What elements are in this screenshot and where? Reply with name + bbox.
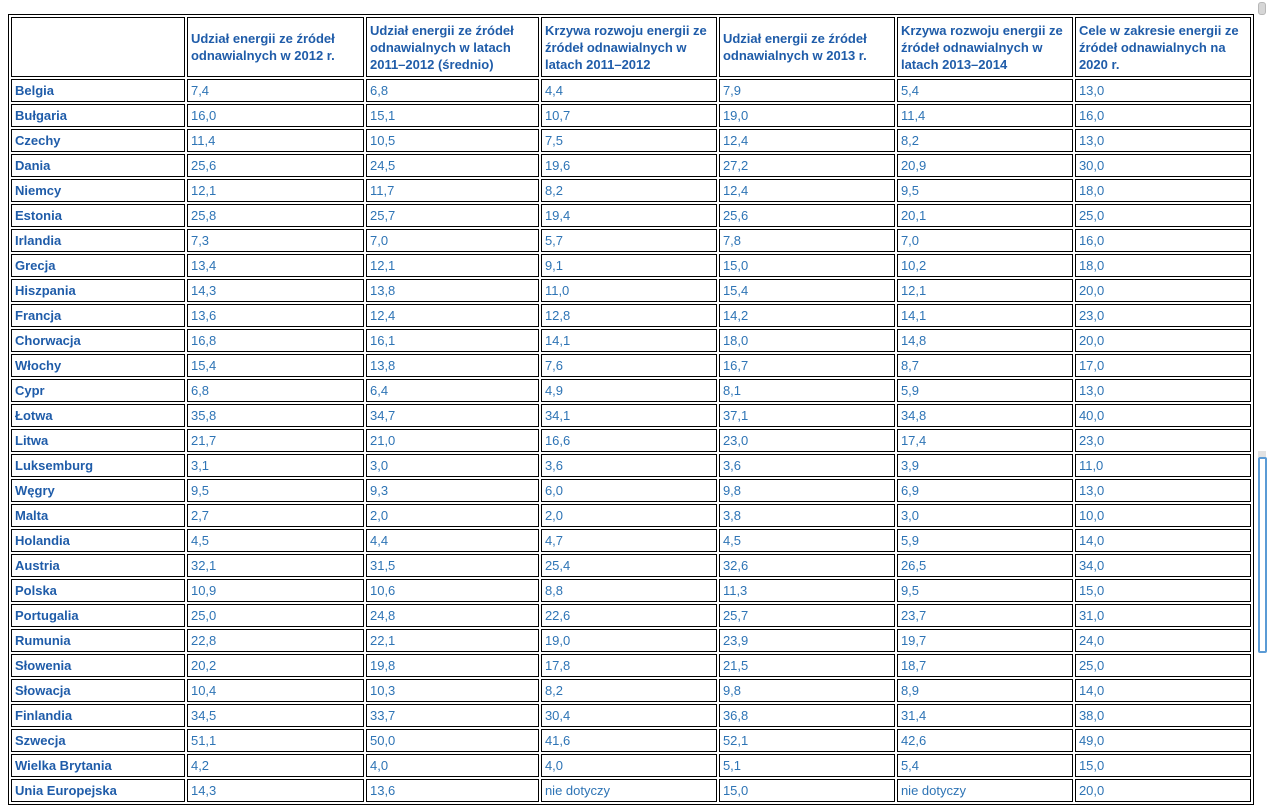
- value-cell: 25,0: [1075, 654, 1251, 677]
- value-cell: 25,8: [187, 204, 364, 227]
- value-cell: 14,8: [897, 329, 1073, 352]
- value-cell: 16,0: [1075, 229, 1251, 252]
- value-cell: 23,0: [719, 429, 895, 452]
- value-cell: 19,7: [897, 629, 1073, 652]
- value-cell: 9,1: [541, 254, 717, 277]
- value-cell: 14,1: [541, 329, 717, 352]
- value-cell: 12,4: [719, 179, 895, 202]
- value-cell: 8,9: [897, 679, 1073, 702]
- value-cell: 31,4: [897, 704, 1073, 727]
- value-cell: 5,4: [897, 79, 1073, 102]
- country-cell: Estonia: [11, 204, 185, 227]
- value-cell: 7,8: [719, 229, 895, 252]
- value-cell: 32,1: [187, 554, 364, 577]
- value-cell: 5,9: [897, 379, 1073, 402]
- value-cell: 34,0: [1075, 554, 1251, 577]
- value-cell: 4,0: [541, 754, 717, 777]
- value-cell: 4,5: [187, 529, 364, 552]
- value-cell: 3,6: [541, 454, 717, 477]
- country-cell: Czechy: [11, 129, 185, 152]
- value-cell: 11,3: [719, 579, 895, 602]
- value-cell: 23,9: [719, 629, 895, 652]
- value-cell: 7,3: [187, 229, 364, 252]
- value-cell: 25,6: [719, 204, 895, 227]
- value-cell: 12,4: [366, 304, 539, 327]
- vertical-scrollbar[interactable]: [1257, 0, 1267, 784]
- column-header-share-2011-2012-avg: Udział energii ze źródeł odnawialnych w latach 2011–2012 (średnio): [366, 17, 539, 77]
- value-cell: 7,9: [719, 79, 895, 102]
- value-cell: 9,8: [719, 479, 895, 502]
- value-cell: 17,8: [541, 654, 717, 677]
- value-cell: 8,8: [541, 579, 717, 602]
- country-cell: Polska: [11, 579, 185, 602]
- value-cell: 7,6: [541, 354, 717, 377]
- country-cell: Holandia: [11, 529, 185, 552]
- value-cell: 25,7: [719, 604, 895, 627]
- value-cell: 2,0: [366, 504, 539, 527]
- country-cell: Chorwacja: [11, 329, 185, 352]
- value-cell: 10,3: [366, 679, 539, 702]
- value-cell: 6,9: [897, 479, 1073, 502]
- country-cell: Włochy: [11, 354, 185, 377]
- value-cell: 11,7: [366, 179, 539, 202]
- table-row: [11, 229, 1251, 252]
- country-cell: Grecja: [11, 254, 185, 277]
- corner-header-cell: [11, 17, 185, 77]
- country-cell: Węgry: [11, 479, 185, 502]
- value-cell: 6,0: [541, 479, 717, 502]
- value-cell: 12,1: [897, 279, 1073, 302]
- value-cell: 16,6: [541, 429, 717, 452]
- table-row: [11, 329, 1251, 352]
- value-cell: 13,4: [187, 254, 364, 277]
- value-cell: 19,0: [719, 104, 895, 127]
- value-cell: 32,6: [719, 554, 895, 577]
- value-cell: 3,1: [187, 454, 364, 477]
- value-cell: 4,0: [366, 754, 539, 777]
- column-header-trajectory-2013-2014: Krzywa rozwoju energii ze źródeł odnawialnych w latach 2013–2014: [897, 17, 1073, 77]
- value-cell: 15,0: [1075, 579, 1251, 602]
- value-cell: 36,8: [719, 704, 895, 727]
- value-cell: 15,0: [719, 254, 895, 277]
- value-cell: 19,4: [541, 204, 717, 227]
- value-cell: 15,4: [187, 354, 364, 377]
- value-cell: 13,8: [366, 354, 539, 377]
- value-cell: 37,1: [719, 404, 895, 427]
- value-cell: 34,1: [541, 404, 717, 427]
- value-cell: 22,6: [541, 604, 717, 627]
- value-cell: 6,8: [187, 379, 364, 402]
- table-row: [11, 754, 1251, 777]
- table-row: [11, 529, 1251, 552]
- value-cell: 49,0: [1075, 729, 1251, 752]
- table-row: [11, 104, 1251, 127]
- value-cell: 24,5: [366, 154, 539, 177]
- value-cell: 25,7: [366, 204, 539, 227]
- value-cell: 51,1: [187, 729, 364, 752]
- country-cell: Francja: [11, 304, 185, 327]
- table-row: [11, 704, 1251, 727]
- country-cell: Irlandia: [11, 229, 185, 252]
- value-cell: 7,0: [366, 229, 539, 252]
- value-cell: 5,4: [897, 754, 1073, 777]
- value-cell: 38,0: [1075, 704, 1251, 727]
- value-cell: 18,0: [1075, 254, 1251, 277]
- value-cell: 4,4: [366, 529, 539, 552]
- value-cell: 19,8: [366, 654, 539, 677]
- value-cell: 9,5: [897, 179, 1073, 202]
- header-row: [11, 17, 1251, 77]
- value-cell: 18,0: [719, 329, 895, 352]
- country-cell: Luksemburg: [11, 454, 185, 477]
- value-cell: 8,2: [541, 179, 717, 202]
- value-cell: 10,5: [366, 129, 539, 152]
- table-row: [11, 629, 1251, 652]
- country-cell: Szwecja: [11, 729, 185, 752]
- country-cell: Finlandia: [11, 704, 185, 727]
- value-cell: 25,0: [1075, 204, 1251, 227]
- country-cell: Litwa: [11, 429, 185, 452]
- value-cell: 13,0: [1075, 129, 1251, 152]
- table-row: [11, 154, 1251, 177]
- table-row: [11, 429, 1251, 452]
- value-cell: 4,9: [541, 379, 717, 402]
- value-cell: 11,0: [1075, 454, 1251, 477]
- value-cell: 17,0: [1075, 354, 1251, 377]
- table-row: [11, 604, 1251, 627]
- value-cell: 8,2: [897, 129, 1073, 152]
- value-cell: 40,0: [1075, 404, 1251, 427]
- country-cell: Niemcy: [11, 179, 185, 202]
- value-cell: 42,6: [897, 729, 1073, 752]
- value-cell: 16,0: [1075, 104, 1251, 127]
- value-cell: 34,7: [366, 404, 539, 427]
- value-cell: 10,9: [187, 579, 364, 602]
- value-cell: 8,2: [541, 679, 717, 702]
- value-cell: 16,8: [187, 329, 364, 352]
- value-cell: 14,2: [719, 304, 895, 327]
- value-cell: 11,0: [541, 279, 717, 302]
- value-cell: 22,8: [187, 629, 364, 652]
- column-header-share-2013: Udział energii ze źródeł odnawialnych w 2013 r.: [719, 17, 895, 77]
- table-row: [11, 254, 1251, 277]
- scrollbar-top-button[interactable]: [1258, 2, 1266, 15]
- value-cell: 18,0: [1075, 179, 1251, 202]
- column-header-share-2012: Udział energii ze źródeł odnawialnych w 2012 r.: [187, 17, 364, 77]
- value-cell: 10,4: [187, 679, 364, 702]
- value-cell: 30,0: [1075, 154, 1251, 177]
- value-cell: 12,4: [719, 129, 895, 152]
- country-cell: Wielka Brytania: [11, 754, 185, 777]
- country-cell: Austria: [11, 554, 185, 577]
- table-row: [11, 379, 1251, 402]
- value-cell: 50,0: [366, 729, 539, 752]
- value-cell: 41,6: [541, 729, 717, 752]
- value-cell: 15,1: [366, 104, 539, 127]
- value-cell: nie dotyczy: [541, 779, 717, 802]
- value-cell: 31,5: [366, 554, 539, 577]
- value-cell: 13,6: [187, 304, 364, 327]
- value-cell: 4,5: [719, 529, 895, 552]
- renewable-energy-table: [8, 14, 1254, 805]
- value-cell: 14,1: [897, 304, 1073, 327]
- value-cell: 9,8: [719, 679, 895, 702]
- value-cell: 11,4: [187, 129, 364, 152]
- table-row: [11, 454, 1251, 477]
- value-cell: nie dotyczy: [897, 779, 1073, 802]
- value-cell: 13,0: [1075, 479, 1251, 502]
- value-cell: 3,0: [897, 504, 1073, 527]
- value-cell: 20,1: [897, 204, 1073, 227]
- country-cell: Portugalia: [11, 604, 185, 627]
- value-cell: 16,0: [187, 104, 364, 127]
- value-cell: 18,7: [897, 654, 1073, 677]
- table-row: [11, 579, 1251, 602]
- table-row: [11, 779, 1251, 802]
- value-cell: 14,3: [187, 779, 364, 802]
- table-row: [11, 404, 1251, 427]
- value-cell: 26,5: [897, 554, 1073, 577]
- value-cell: 15,4: [719, 279, 895, 302]
- value-cell: 17,4: [897, 429, 1073, 452]
- value-cell: 10,6: [366, 579, 539, 602]
- value-cell: 23,7: [897, 604, 1073, 627]
- value-cell: 6,8: [366, 79, 539, 102]
- value-cell: 4,2: [187, 754, 364, 777]
- value-cell: 3,0: [366, 454, 539, 477]
- value-cell: 14,3: [187, 279, 364, 302]
- table-row: [11, 679, 1251, 702]
- country-cell: Hiszpania: [11, 279, 185, 302]
- value-cell: 24,0: [1075, 629, 1251, 652]
- table-row: [11, 279, 1251, 302]
- value-cell: 23,0: [1075, 304, 1251, 327]
- value-cell: 4,4: [541, 79, 717, 102]
- table-row: [11, 354, 1251, 377]
- value-cell: 10,7: [541, 104, 717, 127]
- value-cell: 12,1: [187, 179, 364, 202]
- value-cell: 10,0: [1075, 504, 1251, 527]
- value-cell: 19,6: [541, 154, 717, 177]
- value-cell: 13,8: [366, 279, 539, 302]
- value-cell: 31,0: [1075, 604, 1251, 627]
- value-cell: 25,4: [541, 554, 717, 577]
- value-cell: 20,0: [1075, 279, 1251, 302]
- value-cell: 33,7: [366, 704, 539, 727]
- value-cell: 13,6: [366, 779, 539, 802]
- value-cell: 12,1: [366, 254, 539, 277]
- value-cell: 20,0: [1075, 779, 1251, 802]
- country-cell: Dania: [11, 154, 185, 177]
- country-cell: Bułgaria: [11, 104, 185, 127]
- country-cell: Malta: [11, 504, 185, 527]
- scrollbar-thumb[interactable]: [1258, 457, 1267, 653]
- value-cell: 2,0: [541, 504, 717, 527]
- value-cell: 5,7: [541, 229, 717, 252]
- value-cell: 25,0: [187, 604, 364, 627]
- value-cell: 13,0: [1075, 79, 1251, 102]
- value-cell: 3,6: [719, 454, 895, 477]
- value-cell: 4,7: [541, 529, 717, 552]
- country-cell: Belgia: [11, 79, 185, 102]
- country-cell: Słowacja: [11, 679, 185, 702]
- value-cell: 20,2: [187, 654, 364, 677]
- value-cell: 6,4: [366, 379, 539, 402]
- value-cell: 7,5: [541, 129, 717, 152]
- value-cell: 27,2: [719, 154, 895, 177]
- value-cell: 34,5: [187, 704, 364, 727]
- value-cell: 3,8: [719, 504, 895, 527]
- value-cell: 9,5: [187, 479, 364, 502]
- value-cell: 5,9: [897, 529, 1073, 552]
- value-cell: 22,1: [366, 629, 539, 652]
- value-cell: 16,7: [719, 354, 895, 377]
- value-cell: 9,3: [366, 479, 539, 502]
- value-cell: 13,0: [1075, 379, 1251, 402]
- column-header-target-2020: Cele w zakresie energii ze źródeł odnawialnych na 2020 r.: [1075, 17, 1251, 77]
- table-body: [11, 79, 1251, 802]
- value-cell: 8,7: [897, 354, 1073, 377]
- table-row: [11, 204, 1251, 227]
- table-row: [11, 179, 1251, 202]
- value-cell: 14,0: [1075, 679, 1251, 702]
- country-cell: Rumunia: [11, 629, 185, 652]
- value-cell: 19,0: [541, 629, 717, 652]
- country-cell: Słowenia: [11, 654, 185, 677]
- value-cell: 12,8: [541, 304, 717, 327]
- value-cell: 21,0: [366, 429, 539, 452]
- table-row: [11, 79, 1251, 102]
- value-cell: 52,1: [719, 729, 895, 752]
- value-cell: 16,1: [366, 329, 539, 352]
- value-cell: 8,1: [719, 379, 895, 402]
- column-header-trajectory-2011-2012: Krzywa rozwoju energii ze źródeł odnawialnych w latach 2011–2012: [541, 17, 717, 77]
- value-cell: 20,0: [1075, 329, 1251, 352]
- table-row: [11, 729, 1251, 752]
- value-cell: 21,5: [719, 654, 895, 677]
- value-cell: 24,8: [366, 604, 539, 627]
- country-cell: Unia Europejska: [11, 779, 185, 802]
- value-cell: 30,4: [541, 704, 717, 727]
- table-row: [11, 304, 1251, 327]
- value-cell: 25,6: [187, 154, 364, 177]
- value-cell: 7,4: [187, 79, 364, 102]
- table-row: [11, 479, 1251, 502]
- value-cell: 21,7: [187, 429, 364, 452]
- value-cell: 11,4: [897, 104, 1073, 127]
- value-cell: 7,0: [897, 229, 1073, 252]
- value-cell: 20,9: [897, 154, 1073, 177]
- value-cell: 14,0: [1075, 529, 1251, 552]
- value-cell: 3,9: [897, 454, 1073, 477]
- country-cell: Łotwa: [11, 404, 185, 427]
- value-cell: 9,5: [897, 579, 1073, 602]
- table-row: [11, 504, 1251, 527]
- value-cell: 10,2: [897, 254, 1073, 277]
- country-cell: Cypr: [11, 379, 185, 402]
- value-cell: 2,7: [187, 504, 364, 527]
- value-cell: 34,8: [897, 404, 1073, 427]
- value-cell: 23,0: [1075, 429, 1251, 452]
- value-cell: 15,0: [1075, 754, 1251, 777]
- table-row: [11, 129, 1251, 152]
- value-cell: 5,1: [719, 754, 895, 777]
- table-row: [11, 554, 1251, 577]
- value-cell: 15,0: [719, 779, 895, 802]
- value-cell: 35,8: [187, 404, 364, 427]
- table-row: [11, 654, 1251, 677]
